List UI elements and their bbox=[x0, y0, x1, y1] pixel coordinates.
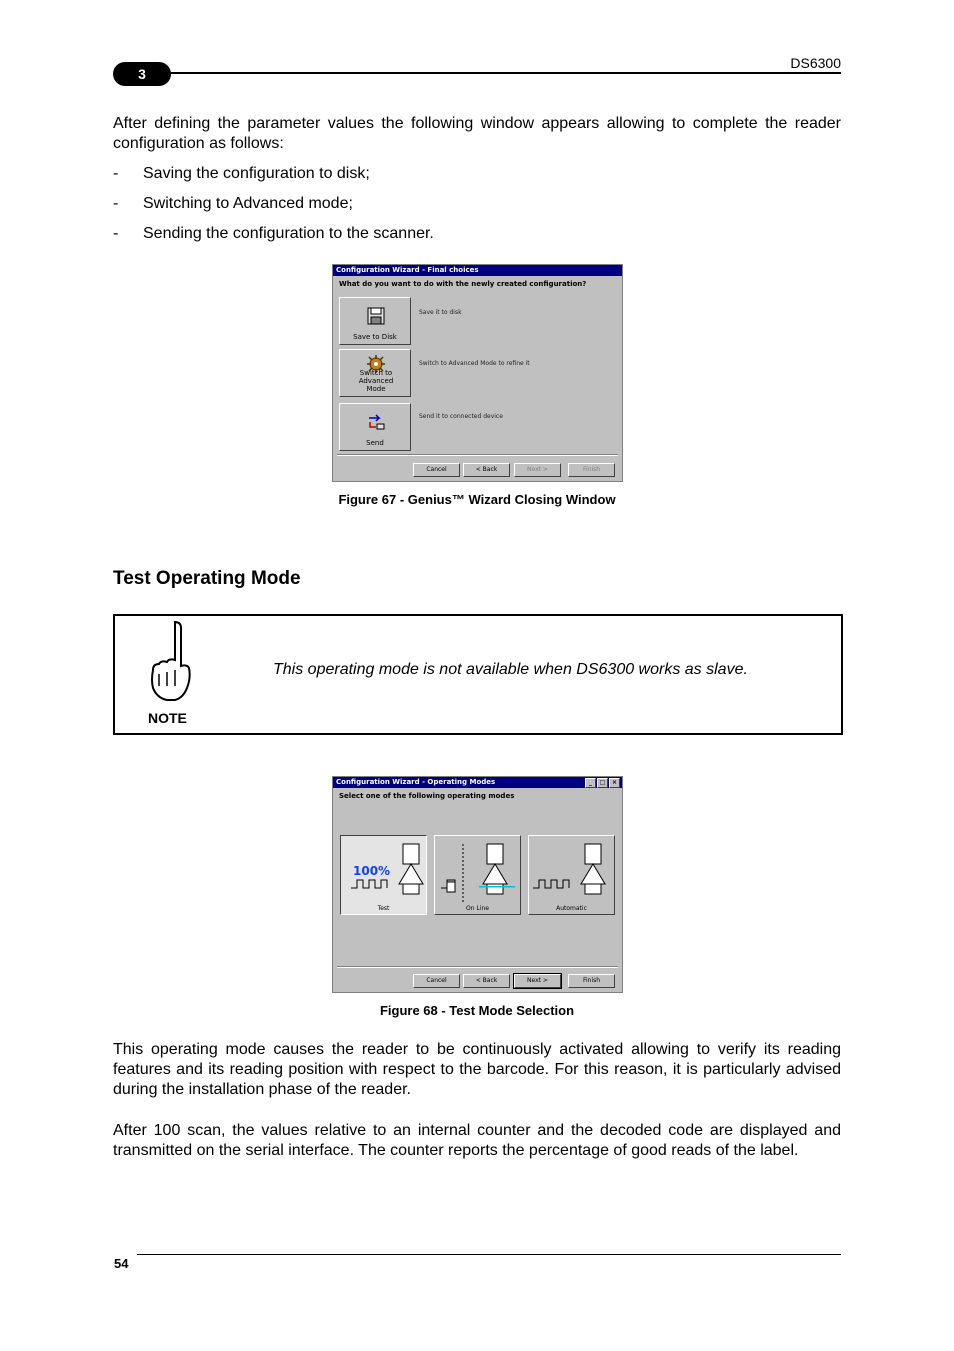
online-mode-button[interactable]: On Line bbox=[434, 835, 521, 915]
send-description: Send it to connected device bbox=[419, 413, 503, 420]
list-item: - Switching to Advanced mode; bbox=[113, 195, 353, 212]
switch-advanced-button[interactable]: Switch to Advanced Mode bbox=[339, 349, 411, 397]
divider bbox=[337, 454, 618, 456]
cancel-button[interactable]: Cancel bbox=[413, 974, 460, 988]
minimize-button[interactable]: _ bbox=[585, 778, 596, 788]
automatic-mode-button[interactable]: Automatic bbox=[528, 835, 615, 915]
percent-badge: 100% bbox=[353, 864, 391, 878]
send-button[interactable]: Send bbox=[339, 403, 411, 451]
cancel-button[interactable]: Cancel bbox=[413, 463, 460, 477]
figure-caption: Figure 67 - Genius™ Wizard Closing Window bbox=[338, 492, 616, 507]
header-rule bbox=[160, 72, 841, 74]
divider bbox=[337, 966, 618, 968]
save-description: Save it to disk bbox=[419, 309, 462, 316]
finish-button[interactable]: Finish bbox=[568, 463, 615, 477]
page-number: 54 bbox=[114, 1256, 129, 1271]
back-button[interactable]: < Back bbox=[463, 974, 510, 988]
intro-paragraph: After defining the parameter values the following window appears allowing to complete the reader configuration as follows: bbox=[113, 115, 841, 152]
back-button[interactable]: < Back bbox=[463, 463, 510, 477]
body-paragraph-1: This operating mode causes the reader to be continuously activated allowing to verify its reading features and its reading position with respect to the barcode. For this reason, it is particularly advised during the installation phase of the reader. bbox=[113, 1041, 841, 1098]
body-paragraph-2: After 100 scan, the values relative to an internal counter and the decoded code are displayed and transmitted on the serial interface. The counter reports the percentage of good reads of the label. bbox=[113, 1122, 841, 1159]
floppy-disk-icon bbox=[366, 306, 386, 326]
operating-modes-dialog bbox=[332, 776, 623, 993]
next-button[interactable]: Next > bbox=[514, 463, 561, 477]
final-choices-dialog bbox=[332, 264, 623, 482]
dialog-prompt: Select one of the following operating modes bbox=[339, 792, 515, 800]
save-to-disk-button[interactable]: Save to Disk bbox=[339, 297, 411, 345]
footer-rule bbox=[137, 1254, 841, 1255]
pointing-hand-icon bbox=[145, 618, 195, 702]
section-title: Test Operating Mode bbox=[113, 568, 301, 589]
chapter-badge: 3 bbox=[113, 62, 171, 86]
send-icon bbox=[366, 412, 386, 432]
dialog-question: What do you want to do with the newly created configuration? bbox=[339, 280, 587, 288]
maximize-button[interactable]: □ bbox=[597, 778, 608, 788]
close-button[interactable]: × bbox=[609, 778, 620, 788]
document-id: DS6300 bbox=[790, 55, 841, 71]
automatic-mode-icon bbox=[529, 836, 614, 906]
dialog-title: Configuration Wizard - Final choices bbox=[333, 265, 622, 276]
switch-description: Switch to Advanced Mode to refine it bbox=[419, 360, 530, 367]
next-button[interactable]: Next > bbox=[514, 974, 561, 988]
finish-button[interactable]: Finish bbox=[568, 974, 615, 988]
note-text: This operating mode is not available when DS6300 works as slave. bbox=[273, 661, 748, 678]
note-label: NOTE bbox=[148, 710, 187, 726]
dialog-title: Configuration Wizard - Operating Modes _ □ × bbox=[333, 777, 622, 788]
test-mode-button[interactable]: 100% Test bbox=[340, 835, 427, 915]
list-item: - Saving the configuration to disk; bbox=[113, 165, 370, 182]
online-mode-icon bbox=[435, 836, 520, 906]
list-item: - Sending the configuration to the scanner. bbox=[113, 225, 434, 242]
figure-caption: Figure 68 - Test Mode Selection bbox=[379, 1003, 575, 1018]
